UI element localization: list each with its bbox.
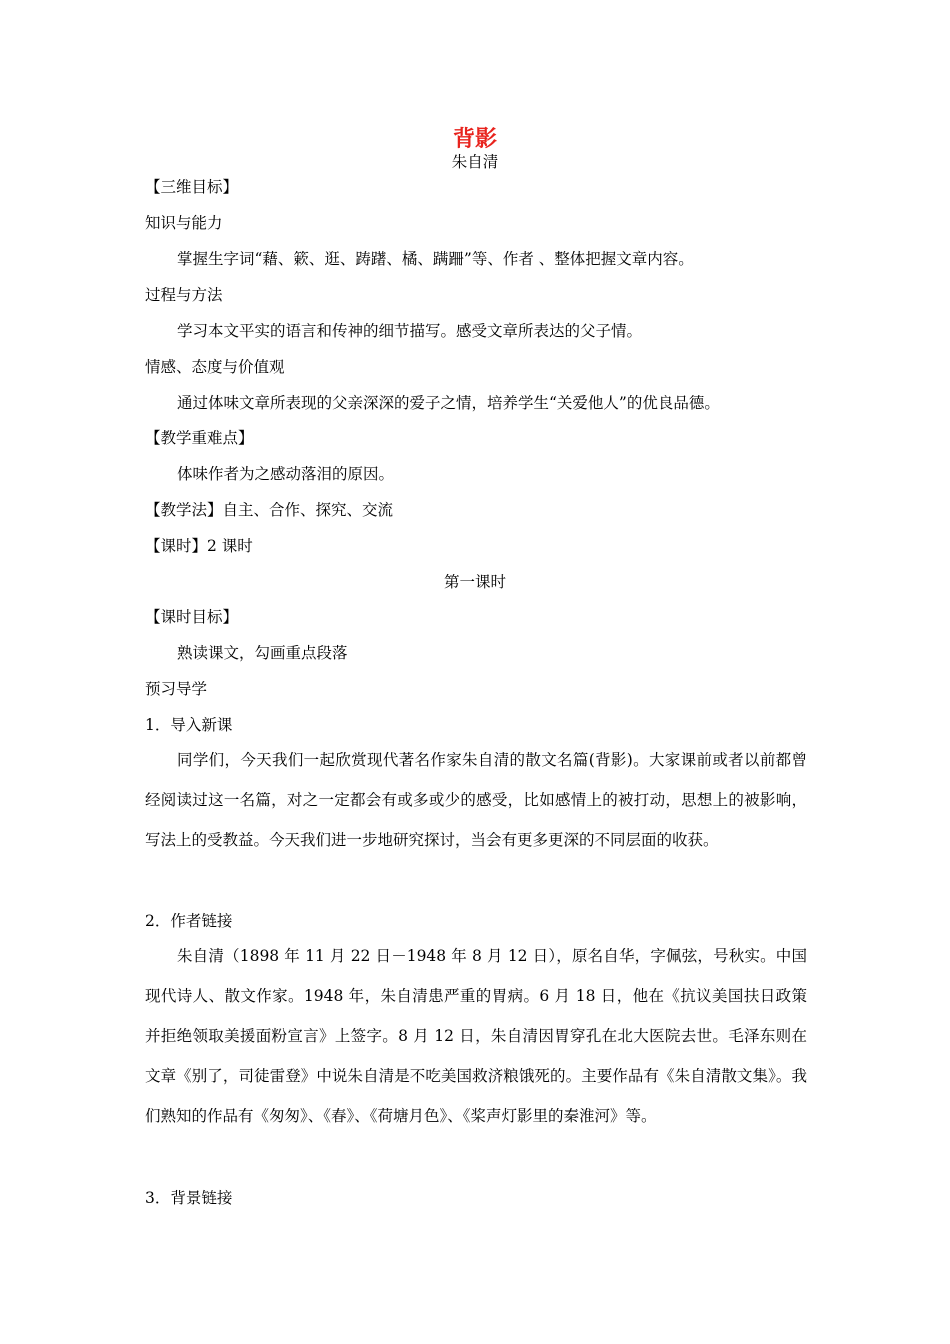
paragraph-author: 朱自清（1898 年 11 月 22 日－1948 年 8 月 12 日），原名自华，字佩弦，号秋实。中国现代诗人、散文作家。1948 年，朱自清患严重的胃病。6 月 18 日，他在《抗议美国扶日政策并拒绝领取美援面粉宣言》上签字。8 月 12 日，朱自清因胃穿孔在北大医院去世。毛泽东则在文章《别了，司徒雷登》中说朱自清是不吃美国救济粮饿死的。主要作品有《朱自清散文集》。我们熟知的作品有《匆匆》、《春》、《荷塘月色》、《桨声灯影里的秦淮河》等。 (145, 947, 807, 1125)
paragraph-intro: 同学们，今天我们一起欣赏现代著名作家朱自清的散文名篇(背影)。大家课前或者以前都曾经阅读过这一名篇，对之一定都会有或多或少的感受，比如感情上的被打动，思想上的被影响，写法上的受教益。今天我们进一步地研究探讨，当会有更多更深的不同层面的收获。 (145, 751, 807, 849)
document-title: 背影 (452, 127, 497, 152)
line-method: 【教学法】自主、合作、探究、交流 (145, 501, 394, 519)
text-process: 学习本文平实的语言和传神的细节描写。感受文章所表达的父子情。 (177, 322, 643, 340)
text-key: 体味作者为之感动落泪的原因。 (177, 465, 395, 483)
line-hours: 【课时】2 课时 (145, 537, 253, 555)
lesson-heading: 第一课时 (443, 573, 506, 591)
preview-heading: 预习导学 (145, 680, 208, 698)
section-heading-lesson-goal: 【课时目标】 (145, 608, 239, 626)
item-intro: 1．导入新课 (145, 716, 233, 734)
item-author-link: 2．作者链接 (145, 912, 233, 930)
subheading-emotion: 情感、态度与价值观 (145, 358, 285, 376)
text-knowledge: 掌握生字词“藉、簌、逛、踌躇、橘、蹒跚”等、作者 、整体把握文章内容。 (177, 250, 694, 268)
text-emotion: 通过体味文章所表现的父亲深深的爱子之情，培养学生“关爱他人”的优良品德。 (177, 394, 720, 412)
section-heading-key: 【教学重难点】 (145, 429, 254, 447)
author-line: 朱自清 (451, 153, 499, 171)
item-background-link: 3．背景链接 (145, 1189, 233, 1207)
subheading-process: 过程与方法 (145, 286, 223, 304)
subheading-knowledge: 知识与能力 (145, 214, 223, 232)
section-heading-goals: 【三维目标】 (145, 178, 239, 196)
text-lesson-goal: 熟读课文，勾画重点段落 (177, 644, 348, 662)
